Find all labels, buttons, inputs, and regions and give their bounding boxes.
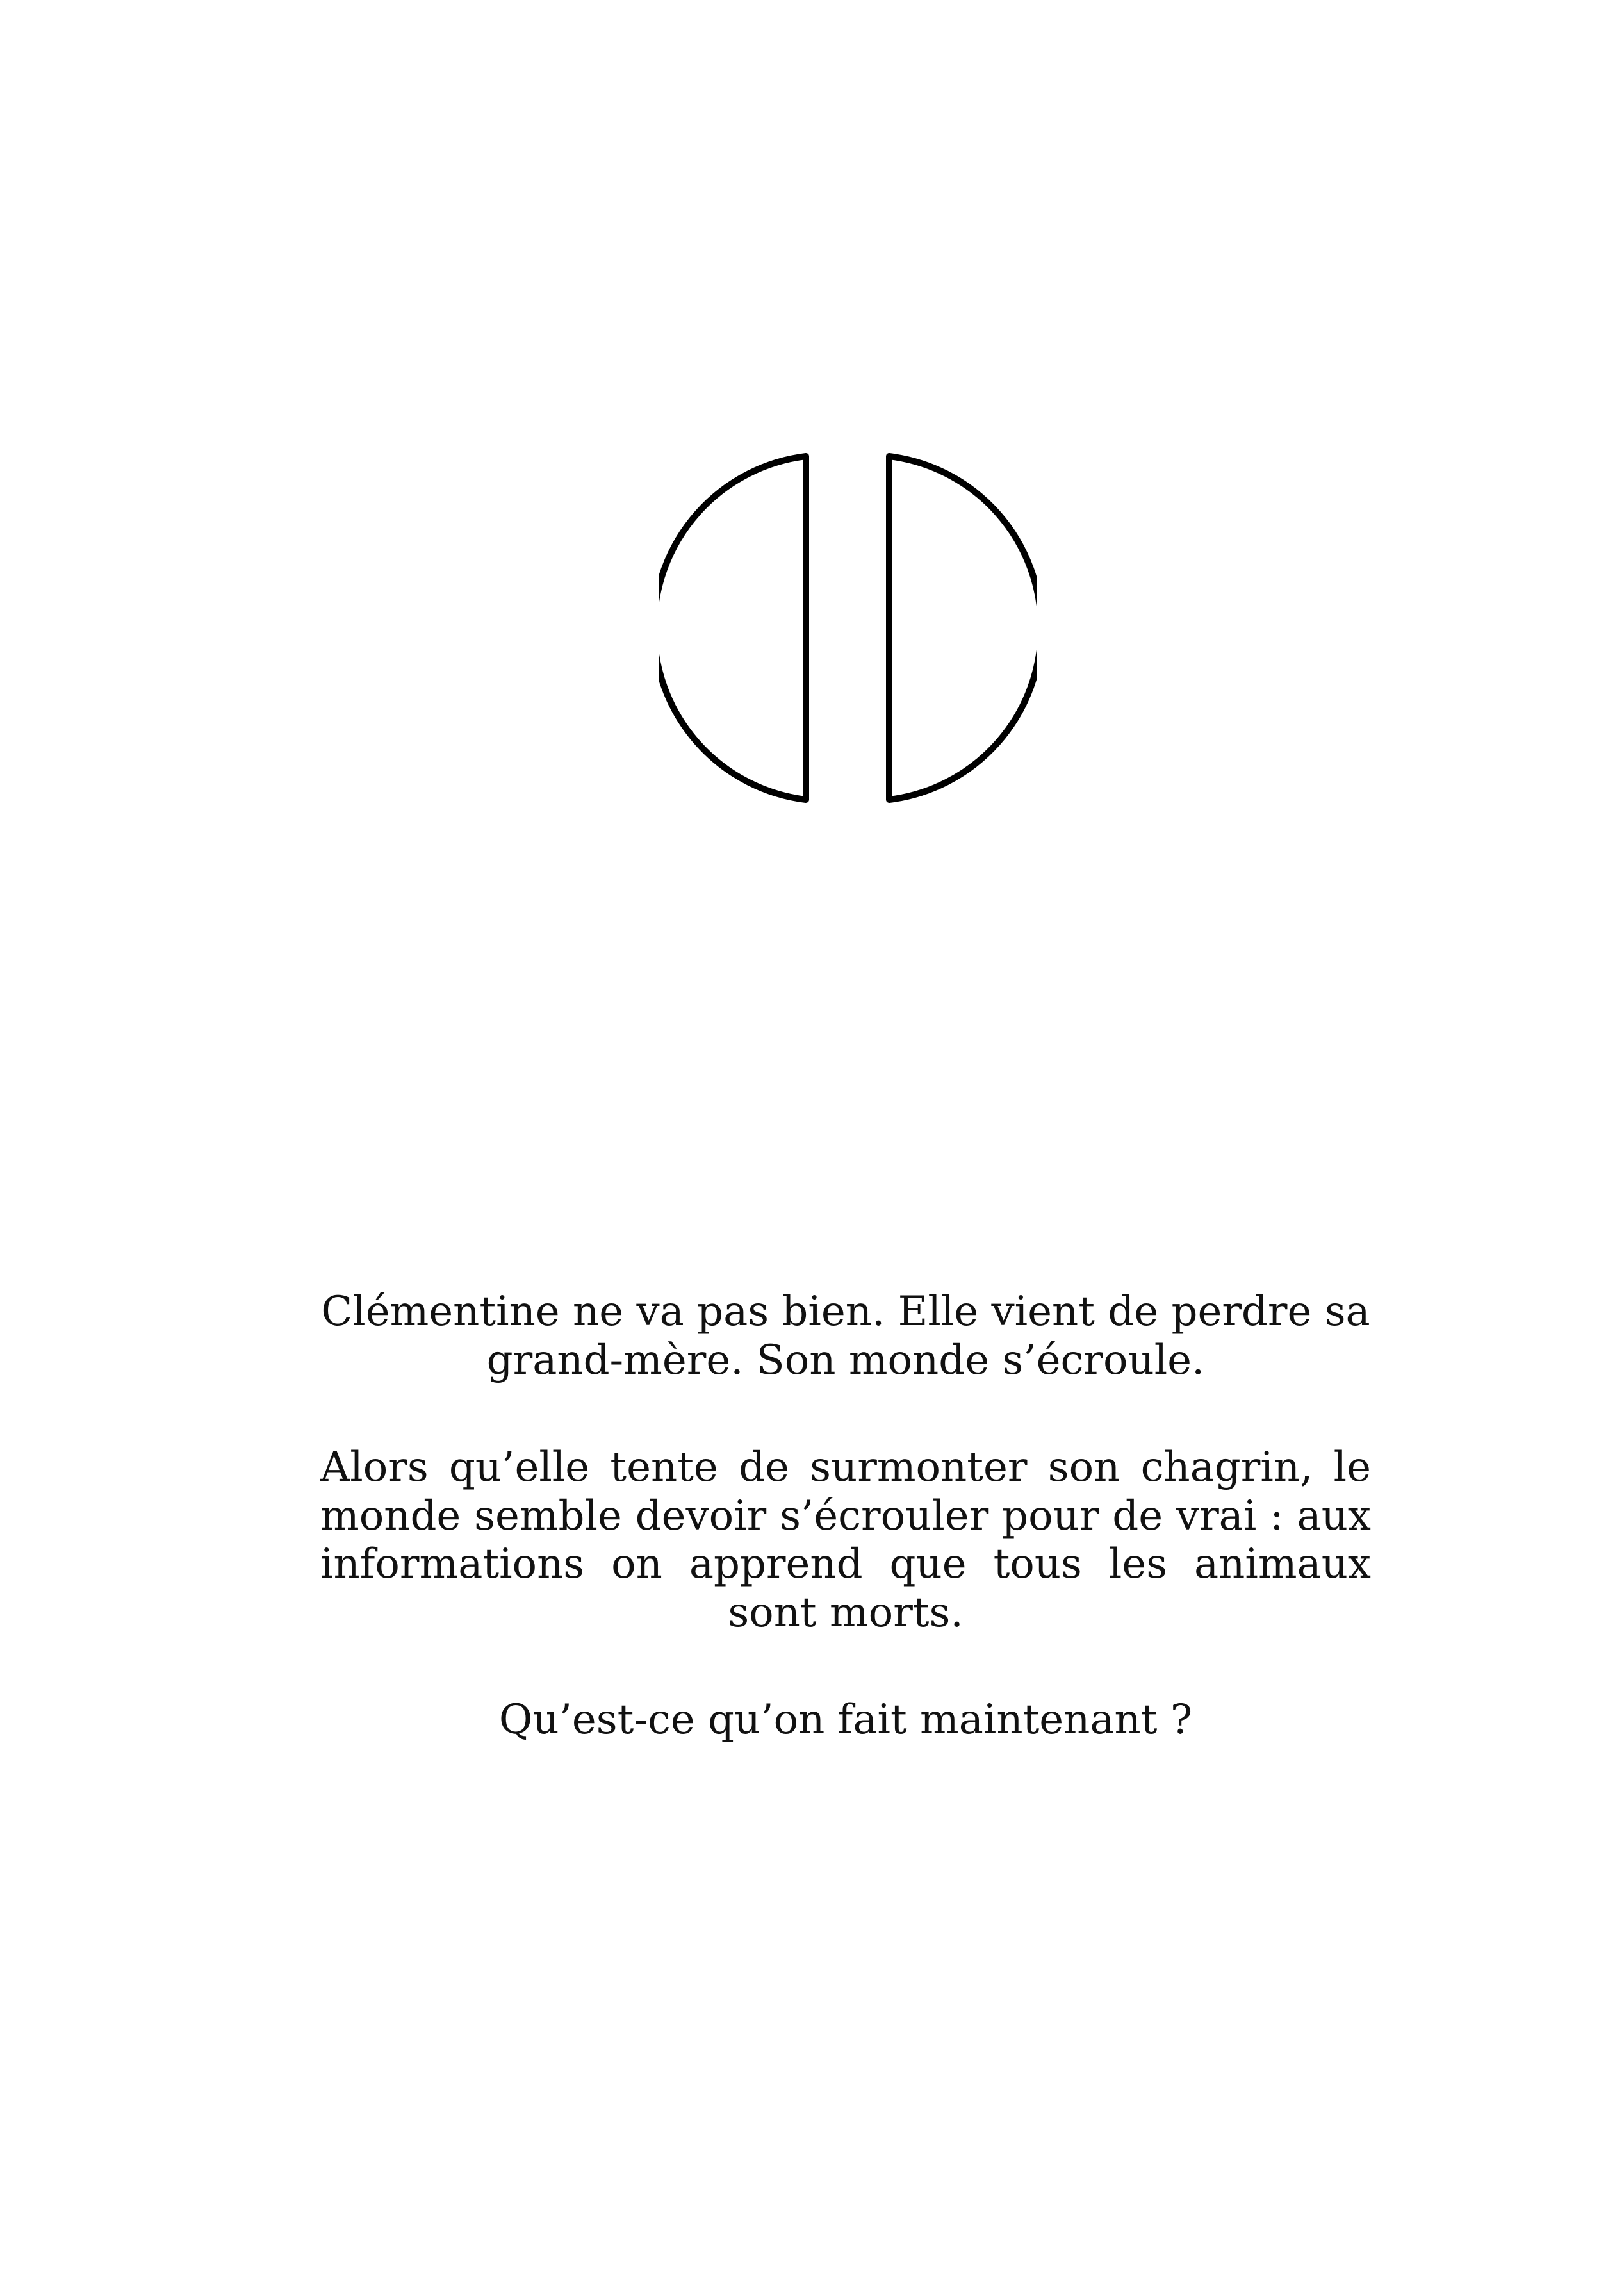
- blurb-paragraph-2: Alors qu’elle tente de surmonter son chagrin, le monde semble devoir s’écrouler pour de vrai : aux informations on apprend que tous les animaux sont morts.: [320, 1444, 1371, 1637]
- blurb-paragraph-1: Clémentine ne va pas bien. Elle vient de perdre sa grand-mère. Son monde s’écroule.: [321, 1288, 1370, 1384]
- split-circle-icon: [659, 449, 1037, 807]
- blurb-paragraph-3: Qu’est-ce qu’on fait maintenant ?: [498, 1696, 1193, 1744]
- right-half-circle-icon: [889, 456, 1037, 800]
- left-half-circle-icon: [659, 456, 806, 800]
- back-cover-blurb: [320, 1288, 1371, 1804]
